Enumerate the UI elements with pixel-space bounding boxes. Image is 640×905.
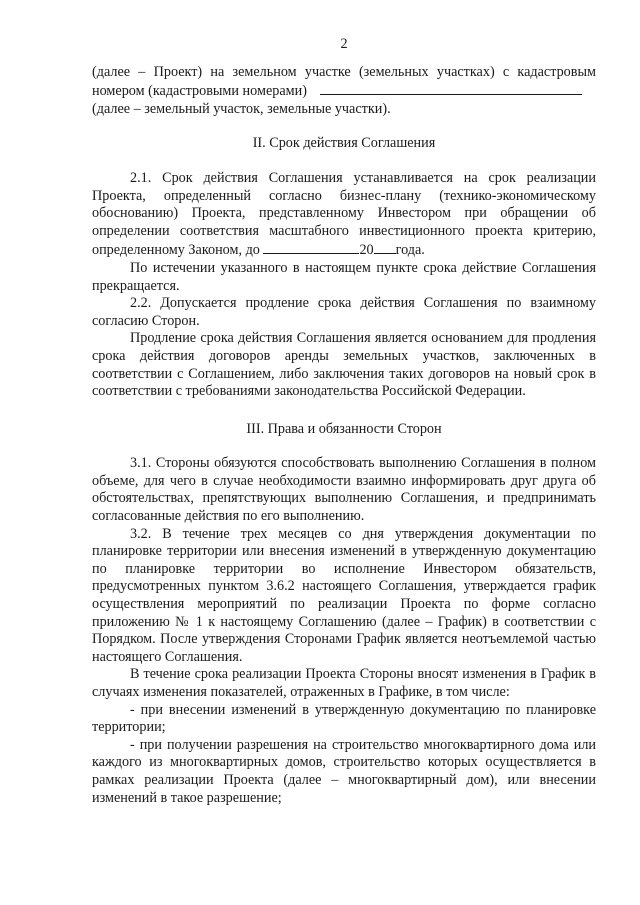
section-3-heading: III. Права и обязанности Сторон [246, 420, 442, 437]
cadastral-number-blank [320, 81, 582, 95]
intro-line-2 [92, 81, 596, 101]
list-item-building-permit: - при получении разрешения на строительство многоквартирного дома или каждого из многоквартирных домов, строительство которых осуществляется в рамках реализации Проекта (далее – многоквартирный дом), или внесении изменений в такое разрешение; [92, 736, 596, 806]
intro-cadastral-label: номером (кадастровыми номерами) [92, 83, 307, 100]
year-prefix: 20 [359, 242, 374, 259]
clause-3-2: 3.2. В течение трех месяцев со дня утверждения документации по планировке территории или внесения изменений в утвержденную документацию по планировке территории во исполнение Инвестором обязательств, предусмотренных пунктом 3.6.2 настоящего Соглашения, утверждается график осуществления мероприятий по реализации Проекта по форме согласно приложению № 1 к настоящему Соглашению (далее – График) в соответствии с Порядком. После утверждения Сторонами График является неотъемлемой частью настоящего Соглашения. [92, 525, 596, 665]
clause-2-2-extension: Продление срока действия Соглашения является основанием для продления срока действия договоров аренды земельных участков, заключенных в соответствии с Соглашением, либо заключения таких договоров на новый срок в соответствии с требованиями законодательства Российской Федерации. [92, 330, 596, 400]
page-number: 2 [340, 36, 348, 52]
clause-2-1 [92, 170, 596, 260]
date-blank [263, 240, 359, 254]
intro-line-3: (далее – земельный участок, земельные участки). [92, 100, 391, 117]
clause-2-2: 2.2. Допускается продление срока действия Соглашения по взаимному согласию Сторон. [92, 295, 596, 329]
document-page [92, 36, 596, 807]
clause-2-1-text: 2.1. Срок действия Соглашения устанавливается на срок реализации Проекта, определенный согласно бизнес-плану (технико-экономическому обоснованию) Проекта, представленному Инвестором при обращении об определении соответствия масштабного инвестиционного проекта критерию, определенному Законом, до [92, 169, 596, 259]
clause-3-1: 3.1. Стороны обязуются способствовать выполнению Соглашения в полном объеме, для чего в случае необходимости взаимно информировать друг друга об обстоятельствах, препятствующих выполнению Соглашения, и предпринимать согласованные действия по его выполнению. [92, 455, 596, 525]
clause-2-1-end: года. [395, 242, 425, 259]
intro-line-1: (далее – Проект) на земельном участке (земельных участках) с кадастровым [92, 63, 596, 80]
clause-3-2-changes: В течение срока реализации Проекта Стороны вносят изменения в График в случаях изменения показателей, отраженных в Графике, в том числе: [92, 666, 596, 700]
section-2-heading: II. Срок действия Соглашения [252, 135, 436, 152]
list-item-planning-docs: - при внесении изменений в утвержденную документацию по планировке территории; [92, 701, 596, 736]
clause-2-1-expiry: По истечении указанного в настоящем пункте срока действие Соглашения прекращается. [92, 259, 596, 294]
year-blank [374, 240, 396, 254]
